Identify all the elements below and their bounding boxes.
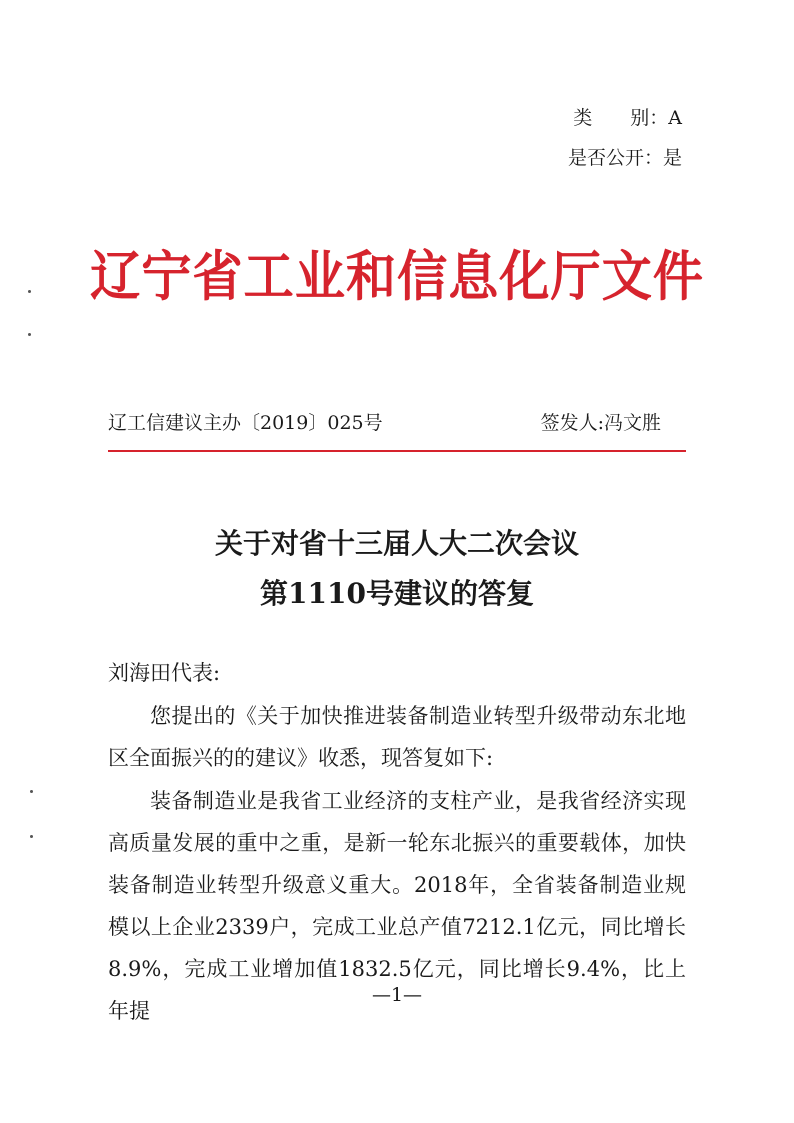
public-row	[568, 138, 682, 178]
scan-mark	[28, 290, 31, 293]
public-value: 是	[662, 147, 682, 169]
document-header: 辽宁省工业和信息化厅文件	[90, 244, 704, 308]
category-value: A	[668, 107, 682, 129]
scan-mark	[30, 790, 33, 793]
scan-mark	[30, 835, 33, 838]
paragraph: 装备制造业是我省工业经济的支柱产业，是我省经济实现高质量发展的重中之重，是新一轮东北振兴的重要载体，加快装备制造业转型升级意义重大。2018年，全省装备制造业规模以上企业2339户，完成工业总产值7212.1亿元，同比增长8.9%，完成工业增加值1832.5亿元，同比增长9.4%，比上年提	[108, 789, 686, 1023]
category-label: 类 别：	[573, 107, 669, 129]
document-meta	[568, 98, 682, 178]
title-line-2: 第1110号建议的答复	[260, 577, 534, 610]
category-row	[568, 98, 682, 138]
document-number: 辽工信建议主办〔2019〕025号	[108, 412, 383, 434]
paragraph: 您提出的《关于加快推进装备制造业转型升级带动东北地区全面振兴的的建议》收悉，现答复如下:	[108, 704, 686, 770]
signer: 签发人:冯文胜	[540, 412, 661, 434]
red-divider	[108, 450, 686, 452]
public-label: 是否公开：	[567, 147, 663, 169]
scan-mark	[28, 333, 31, 336]
title-line-1: 关于对省十三届人大二次会议	[214, 527, 579, 560]
salutation: 刘海田代表:	[108, 661, 221, 685]
page-number: —1—	[371, 984, 423, 1006]
